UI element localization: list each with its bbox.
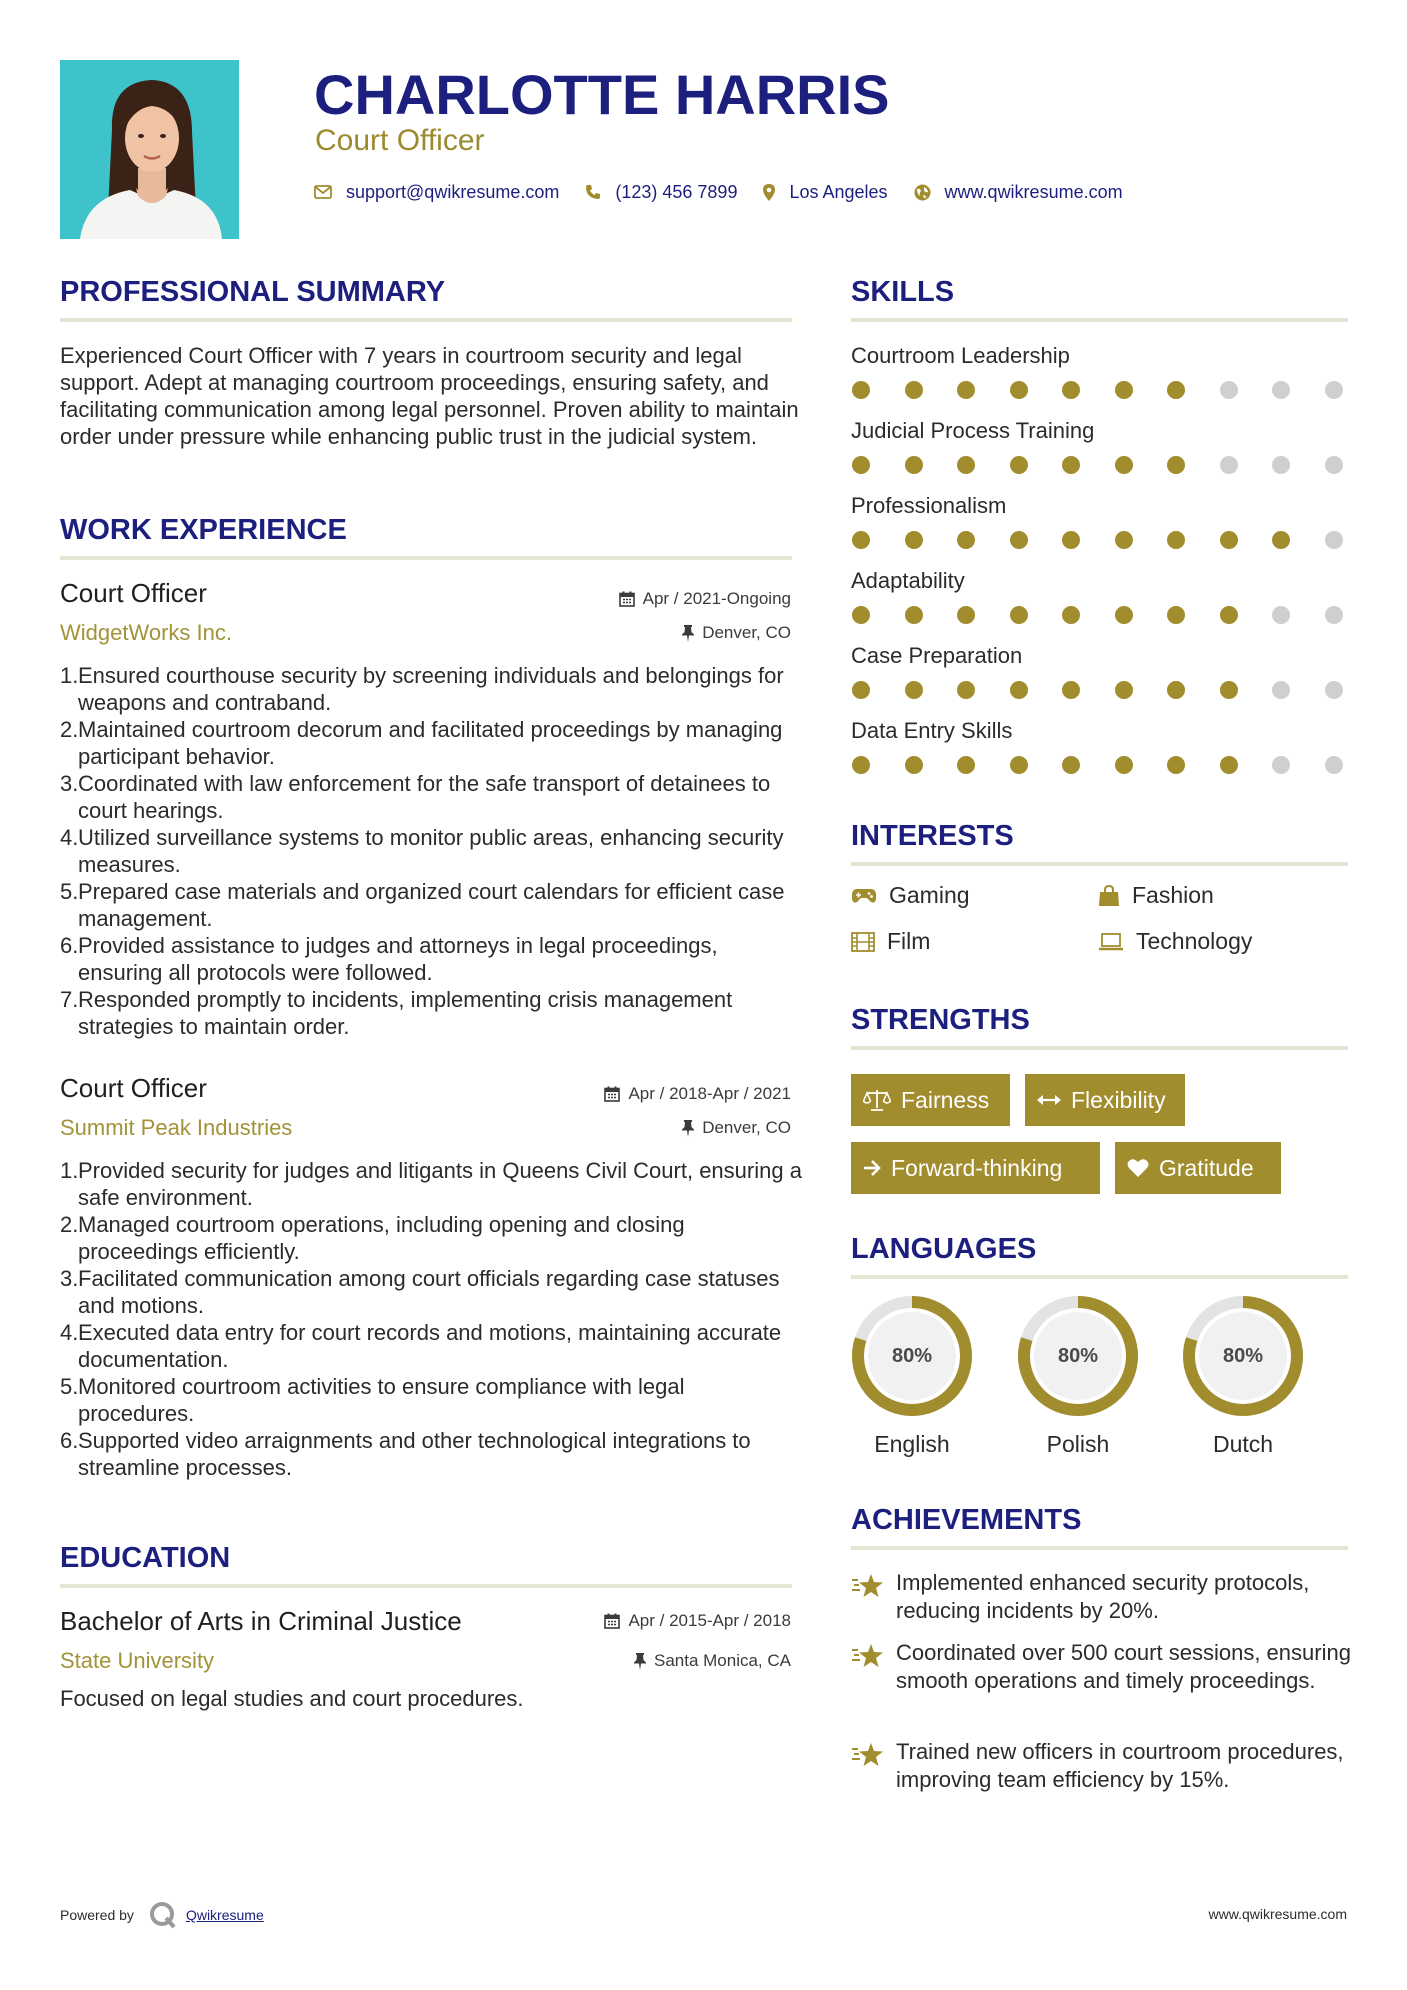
skill-dot-filled xyxy=(1220,756,1238,774)
skills-heading: SKILLS xyxy=(851,276,955,308)
job-1-bullet: 2. Maintained courtroom decorum and facilitated proceedings by managing participant behavior. xyxy=(60,717,783,769)
shooting-star-icon xyxy=(851,1642,885,1675)
strengths-heading: STRENGTHS xyxy=(851,1004,1030,1036)
skill-dot-filled xyxy=(1167,531,1185,549)
skill-dot-filled xyxy=(957,756,975,774)
skill-dot-filled xyxy=(905,531,923,549)
skill-dot-empty xyxy=(1272,606,1290,624)
skill-dot-filled xyxy=(1115,531,1133,549)
skill-dot-empty xyxy=(1272,456,1290,474)
gamepad-icon xyxy=(851,888,877,904)
job-2-bullets xyxy=(60,1157,805,1481)
skill-dot-filled xyxy=(1010,756,1028,774)
interest-item-gaming xyxy=(851,882,970,909)
job-1-bullet: 6. Provided assistance to judges and attorneys in legal proceedings, ensuring all protocols were followed. xyxy=(60,933,718,985)
interest-item-film xyxy=(851,928,930,955)
skill-dot-filled xyxy=(1167,606,1185,624)
skill-dot-filled xyxy=(905,456,923,474)
skill-dot-filled xyxy=(1010,681,1028,699)
skill-dot-filled xyxy=(1220,681,1238,699)
achievement-text: Implemented enhanced security protocols, reducing incidents by 20%. xyxy=(896,1570,1310,1623)
skill-dot-empty xyxy=(1272,756,1290,774)
education-location xyxy=(634,1651,791,1671)
pushpin-icon xyxy=(682,1120,694,1137)
education-divider xyxy=(60,1584,792,1588)
skill-dot-filled xyxy=(1010,456,1028,474)
globe-icon xyxy=(914,184,931,201)
skill-dot-filled xyxy=(1115,456,1133,474)
job-2-bullet: 5. Monitored courtroom activities to ensure compliance with legal procedures. xyxy=(60,1374,685,1426)
language-percent: 80% xyxy=(1222,1344,1264,1367)
skill-dot-empty xyxy=(1325,381,1343,399)
strength-label: Flexibility xyxy=(1071,1086,1166,1113)
shooting-star-icon xyxy=(851,1741,885,1774)
shopping-bag-icon xyxy=(1098,885,1120,907)
job-1-bullet: 1. Ensured courthouse security by screening individuals and belongings for weapons and contraband. xyxy=(60,663,784,715)
job-1-dates-text: Apr / 2021-Ongoing xyxy=(642,589,791,608)
skill-dot-filled xyxy=(1115,606,1133,624)
job-2-location-text: Denver, CO xyxy=(702,1118,791,1137)
skill-dot-filled xyxy=(1220,531,1238,549)
skill-dot-filled xyxy=(957,381,975,399)
job-2-dates xyxy=(604,1084,791,1104)
calendar-icon xyxy=(604,1613,620,1629)
skill-name: Data Entry Skills xyxy=(851,718,1013,743)
skill-dot-filled xyxy=(1010,531,1028,549)
arrow-right-icon xyxy=(863,1159,881,1177)
skill-dot-empty xyxy=(1220,456,1238,474)
arrows-horizontal-icon xyxy=(1037,1094,1061,1106)
languages-divider xyxy=(851,1275,1348,1279)
achievement-text: Trained new officers in courtroom procedures, improving team efficiency by 15%. xyxy=(896,1739,1344,1792)
skill-dot-filled xyxy=(1062,381,1080,399)
skill-dot-filled xyxy=(1010,381,1028,399)
website-text: www.qwikresume.com xyxy=(944,181,1123,202)
heart-icon xyxy=(1127,1158,1149,1178)
skill-name: Courtroom Leadership xyxy=(851,343,1070,368)
skill-dot-filled xyxy=(852,381,870,399)
job-1-location xyxy=(682,623,791,643)
interests-divider xyxy=(851,862,1348,866)
skill-dot-empty xyxy=(1325,681,1343,699)
contact-email[interactable] xyxy=(314,182,559,203)
skill-dot-filled xyxy=(1062,756,1080,774)
job-2-bullet: 3. Facilitated communication among court officials regarding case statuses and motions. xyxy=(60,1266,780,1318)
skill-name: Adaptability xyxy=(851,568,965,593)
skill-dot-filled xyxy=(957,606,975,624)
interest-label: Fashion xyxy=(1132,882,1214,908)
powered-by-text: Powered by xyxy=(60,1907,134,1923)
laptop-icon xyxy=(1098,933,1124,951)
skill-dot-filled xyxy=(1062,606,1080,624)
pushpin-icon xyxy=(682,625,694,642)
footer-website[interactable]: www.qwikresume.com xyxy=(1208,1906,1347,1922)
skill-dot-empty xyxy=(1272,681,1290,699)
brand-link[interactable]: Qwikresume xyxy=(185,1907,264,1923)
summary-heading: PROFESSIONAL SUMMARY xyxy=(60,276,446,308)
job-2-bullet: 2. Managed courtroom operations, including opening and closing proceedings efficiently. xyxy=(60,1212,685,1264)
location-text: Los Angeles xyxy=(789,181,888,202)
skill-dot-filled xyxy=(905,681,923,699)
skill-dot-filled xyxy=(1167,756,1185,774)
language-name: Dutch xyxy=(1212,1431,1274,1457)
achievement-text: Coordinated over 500 court sessions, ensuring smooth operations and timely proceedings. xyxy=(896,1640,1351,1693)
skill-dot-empty xyxy=(1325,606,1343,624)
strengths-divider xyxy=(851,1046,1348,1050)
job-2-title: Court Officer xyxy=(60,1073,207,1103)
experience-divider xyxy=(60,556,792,560)
job-1-bullet: 3. Coordinated with law enforcement for the safe transport of detainees to court hearings. xyxy=(60,771,771,823)
education-degree: Bachelor of Arts in Criminal Justice xyxy=(60,1606,462,1636)
job-2-dates-text: Apr / 2018-Apr / 2021 xyxy=(628,1084,791,1103)
skill-dot-filled xyxy=(852,606,870,624)
skill-dot-empty xyxy=(1325,531,1343,549)
skill-dot-empty xyxy=(1325,456,1343,474)
phone-icon xyxy=(585,184,601,200)
job-1-bullet: 4. Utilized surveillance systems to monitor public areas, enhancing security measures. xyxy=(60,825,784,877)
language-percent: 80% xyxy=(891,1344,933,1367)
skill-dot-filled xyxy=(1062,681,1080,699)
strength-label: Fairness xyxy=(901,1086,990,1113)
experience-heading: WORK EXPERIENCE xyxy=(60,514,347,546)
skill-dot-filled xyxy=(1115,756,1133,774)
education-heading: EDUCATION xyxy=(60,1542,231,1574)
shooting-star-icon xyxy=(851,1572,885,1605)
education-school: State University xyxy=(60,1648,215,1673)
profile-photo xyxy=(60,60,239,239)
skill-dot-filled xyxy=(905,756,923,774)
strength-badge xyxy=(1025,1074,1185,1126)
skill-dot-filled xyxy=(852,456,870,474)
strength-badge xyxy=(1115,1142,1281,1194)
interest-item-fashion xyxy=(1098,882,1214,909)
footer-powered-by xyxy=(60,1900,264,1930)
skill-dot-empty xyxy=(1325,756,1343,774)
candidate-name: CHARLOTTE HARRIS xyxy=(314,63,890,126)
envelope-icon xyxy=(314,185,332,199)
skill-dot-filled xyxy=(1272,531,1290,549)
skill-dot-filled xyxy=(1220,606,1238,624)
interests-heading: INTERESTS xyxy=(851,820,1014,852)
summary-divider xyxy=(60,318,792,322)
phone-text: (123) 456 7899 xyxy=(615,181,738,202)
skill-dot-filled xyxy=(1062,531,1080,549)
job-1-location-text: Denver, CO xyxy=(702,623,791,642)
email-text: support@qwikresume.com xyxy=(346,181,560,202)
achievements-heading: ACHIEVEMENTS xyxy=(851,1504,1082,1536)
education-location-text: Santa Monica, CA xyxy=(653,1651,791,1670)
summary-text: Experienced Court Officer with 7 years in courtroom security and legal support. Adept at managing courtroom proceedings, ensuring safety, and facilitating communication among legal personnel. Proven ability to maintain order under pressure while enhancing public trust in the judicial system. xyxy=(60,343,799,449)
job-2-bullet: 1. Provided security for judges and litigants in Queens Civil Court, ensuring a safe environment. xyxy=(60,1158,802,1210)
education-description: Focused on legal studies and court procedures. xyxy=(60,1686,524,1711)
education-dates-text: Apr / 2015-Apr / 2018 xyxy=(628,1611,791,1630)
language-name: English xyxy=(874,1431,950,1457)
language-percent: 80% xyxy=(1057,1344,1099,1367)
education-dates xyxy=(604,1611,791,1631)
skill-dot-filled xyxy=(1167,381,1185,399)
film-icon xyxy=(851,932,875,952)
skill-dot-filled xyxy=(905,606,923,624)
strength-label: Gratitude xyxy=(1159,1154,1254,1181)
languages-heading: LANGUAGES xyxy=(851,1233,1037,1265)
pushpin-icon xyxy=(634,1653,646,1670)
skill-dot-filled xyxy=(1115,381,1133,399)
contact-website[interactable] xyxy=(914,182,1123,203)
skill-dot-filled xyxy=(852,531,870,549)
job-1-title: Court Officer xyxy=(60,578,207,608)
skill-dot-filled xyxy=(957,456,975,474)
strength-badge xyxy=(851,1142,1100,1194)
skill-dot-filled xyxy=(1062,456,1080,474)
achievements-divider xyxy=(851,1546,1348,1550)
skill-dot-empty xyxy=(1220,381,1238,399)
balance-scale-icon xyxy=(863,1089,891,1111)
skill-dot-empty xyxy=(1272,381,1290,399)
interest-item-technology xyxy=(1098,928,1252,955)
contact-location xyxy=(763,182,887,203)
job-1-company: WidgetWorks Inc. xyxy=(60,620,232,645)
language-name: Polish xyxy=(1046,1431,1110,1457)
interest-label: Gaming xyxy=(889,882,970,908)
skill-dot-filled xyxy=(852,681,870,699)
skill-name: Case Preparation xyxy=(851,643,1023,668)
skills-divider xyxy=(851,318,1348,322)
skill-name: Judicial Process Training xyxy=(851,418,1095,443)
interest-label: Technology xyxy=(1136,928,1253,954)
skill-dot-filled xyxy=(957,531,975,549)
skill-dot-filled xyxy=(1010,606,1028,624)
job-2-company: Summit Peak Industries xyxy=(60,1115,293,1140)
job-2-location xyxy=(682,1118,791,1138)
contact-bar xyxy=(314,180,1149,204)
strength-badge xyxy=(851,1074,1010,1126)
skill-dot-filled xyxy=(1167,456,1185,474)
job-2-bullet: 4. Executed data entry for court records and motions, maintaining accurate documentation. xyxy=(60,1320,782,1372)
strength-label: Forward-thinking xyxy=(891,1154,1063,1181)
contact-phone[interactable] xyxy=(585,182,737,203)
job-1-bullet: 7. Responded promptly to incidents, implementing crisis management strategies to maintain order. xyxy=(60,987,733,1039)
interest-label: Film xyxy=(887,928,931,954)
job-1-bullet: 5. Prepared case materials and organized court calendars for efficient case management. xyxy=(60,879,785,931)
qwikresume-logo-icon xyxy=(148,1900,178,1930)
calendar-icon xyxy=(604,1086,620,1102)
skill-name: Professionalism xyxy=(851,493,1007,518)
map-pin-icon xyxy=(763,184,775,201)
skill-dot-filled xyxy=(1115,681,1133,699)
skill-dot-filled xyxy=(957,681,975,699)
job-1-bullets xyxy=(60,662,805,1040)
skill-dot-filled xyxy=(905,381,923,399)
job-1-dates xyxy=(619,589,791,609)
skill-dot-filled xyxy=(1167,681,1185,699)
skill-dot-filled xyxy=(852,756,870,774)
job-2-bullet: 6. Supported video arraignments and other technological integrations to streamline processes. xyxy=(60,1428,751,1480)
candidate-title: Court Officer xyxy=(315,124,485,157)
calendar-icon xyxy=(619,591,635,607)
